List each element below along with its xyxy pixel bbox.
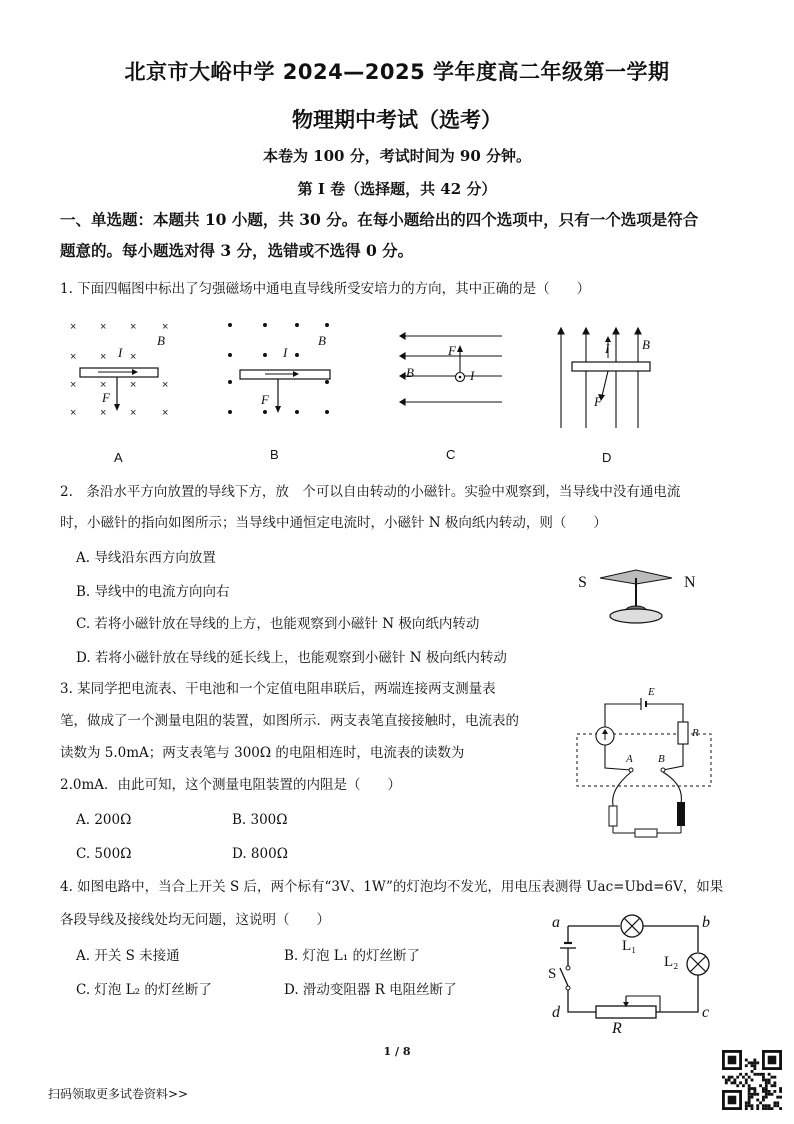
q1c-label-B: B: [406, 365, 414, 380]
q2-option-b: B. 导线中的电流方向向右: [76, 584, 230, 600]
question-3-line3: 读数为 5.0mA；两支表笔与 300Ω 的电阻相连时，电流表的读数为: [60, 745, 465, 761]
node-a-label: a: [552, 914, 560, 931]
exam-title-line1: 北京市大峪中学 2024—2025 学年度高二年级第一学期: [124, 60, 670, 84]
q1d-label-I: I: [605, 341, 610, 356]
q1a-label-B: B: [157, 333, 165, 348]
qr-promo-text: 扫码领取更多试卷资料>>: [48, 1087, 189, 1101]
svg-text:×: ×: [70, 351, 77, 363]
svg-text:×: ×: [130, 407, 137, 419]
ohmmeter-circuit-diagram: [575, 688, 715, 838]
probe-label-B: B: [658, 753, 665, 765]
resistor-label-R: R: [692, 727, 699, 739]
question-3-line2: 笔，做成了一个测量电阻的装置，如图所示．两支表笔直接接触时，电流表的: [60, 713, 519, 729]
q3-option-a: A. 200Ω: [76, 812, 132, 828]
lamp-l1-label: L₁: [622, 938, 637, 954]
rheostat-r-label: R: [612, 1020, 622, 1037]
svg-text:×: ×: [162, 321, 169, 333]
question-3-line4: 2.0mA．由此可知，这个测量电阻装置的内阻是（ ）: [60, 777, 402, 793]
svg-text:×: ×: [130, 351, 137, 363]
switch-s-label: S: [548, 966, 557, 982]
q1b-label-I: I: [283, 345, 288, 360]
svg-text:×: ×: [70, 379, 77, 391]
lamp-l2-label: L₂: [664, 954, 679, 970]
compass-north-label: N: [684, 574, 696, 591]
q1d-label-F: F: [594, 394, 602, 409]
probe-label-A: A: [626, 753, 633, 765]
q1-option-c-label: C: [446, 447, 456, 462]
question-4-line1: 4. 如图电路中，当合上开关 S 后，两个标有“3V、1W”的灯泡均不发光，用电压表测得 Uac=Ubd=6V，如果: [60, 879, 724, 895]
node-b-label: b: [702, 914, 710, 931]
q2-option-d: D. 若将小磁针放在导线的延长线上，也能观察到小磁针 N 极向纸内转动: [76, 650, 507, 666]
q1d-label-B: B: [642, 337, 650, 352]
exam-title-line2: 物理期中考试（选考）: [292, 108, 502, 132]
q1c-label-I: I: [470, 368, 475, 383]
score-info: 本卷为 100 分，考试时间为 90 分钟。: [262, 147, 532, 165]
node-d-label: d: [552, 1004, 560, 1021]
battery-label-E: E: [648, 686, 655, 698]
svg-text:×: ×: [100, 321, 107, 333]
question-2-stem-line2: 时，小磁针的指向如图所示；当导线中通恒定电流时，小磁针 N 极向纸内转动，则（ ）: [60, 515, 607, 531]
q4-option-c: C. 灯泡 L₂ 的灯丝断了: [76, 982, 212, 998]
question-1-stem: 1. 下面四幅图中标出了匀强磁场中通电直导线所受安培力的方向，其中正确的是（ ）: [60, 281, 591, 297]
q4-option-b: B. 灯泡 L₁ 的灯丝断了: [284, 948, 420, 964]
q1b-label-F: F: [261, 392, 269, 407]
svg-text:×: ×: [70, 321, 77, 333]
compass-south-label: S: [578, 574, 587, 591]
q1-option-d-label: D: [602, 450, 612, 465]
lamp-circuit-diagram: [560, 912, 710, 1022]
svg-text:×: ×: [100, 351, 107, 363]
svg-text:×: ×: [100, 379, 107, 391]
compass-needle-diagram: [598, 568, 678, 628]
q3-option-b: B. 300Ω: [232, 812, 288, 828]
svg-text:×: ×: [70, 407, 77, 419]
q1a-label-F: F: [102, 390, 110, 405]
question-3-line1: 3. 某同学把电流表、干电池和一个定值电阻串联后，两端连接两支测量表: [60, 681, 496, 697]
part-one-heading: 第 I 卷（选择题，共 42 分）: [297, 180, 497, 198]
section-one-line2: 题意的。每小题选对得 3 分，选错或不选得 0 分。: [60, 241, 414, 260]
q4-option-a: A. 开关 S 未接通: [76, 948, 180, 964]
q1a-label-I: I: [118, 345, 123, 360]
q1c-label-F: F: [448, 343, 456, 358]
qr-code-icon[interactable]: [722, 1050, 782, 1110]
page-number: 1 / 8: [383, 1045, 411, 1058]
q3-option-d: D. 800Ω: [232, 846, 288, 862]
q4-option-d: D. 滑动变阻器 R 电阻丝断了: [284, 982, 457, 998]
svg-text:×: ×: [162, 379, 169, 391]
q1-diagram-b: [225, 320, 345, 420]
svg-text:×: ×: [162, 407, 169, 419]
svg-text:×: ×: [100, 407, 107, 419]
q1-option-a-label: A: [114, 450, 123, 465]
q2-option-a: A. 导线沿东西方向放置: [76, 550, 216, 566]
question-2-stem-line1: 2. 条沿水平方向放置的导线下方，放 个可以自由转动的小磁针。实验中观察到，当导线中没有通电流: [60, 484, 681, 500]
q2-option-c: C. 若将小磁针放在导线的上方，也能观察到小磁针 N 极向纸内转动: [76, 616, 480, 632]
q3-option-c: C. 500Ω: [76, 846, 132, 862]
section-one-line1: 一、单选题：本题共 10 小题，共 30 分。在每小题给出的四个选项中，只有一个选项是符合: [60, 210, 699, 229]
q1-option-b-label: B: [270, 447, 279, 462]
question-4-line2: 各段导线及接线处均无问题，这说明（ ）: [60, 912, 330, 928]
q1b-label-B: B: [318, 333, 326, 348]
node-c-label: c: [702, 1004, 710, 1021]
svg-text:×: ×: [130, 379, 137, 391]
svg-text:×: ×: [130, 321, 137, 333]
